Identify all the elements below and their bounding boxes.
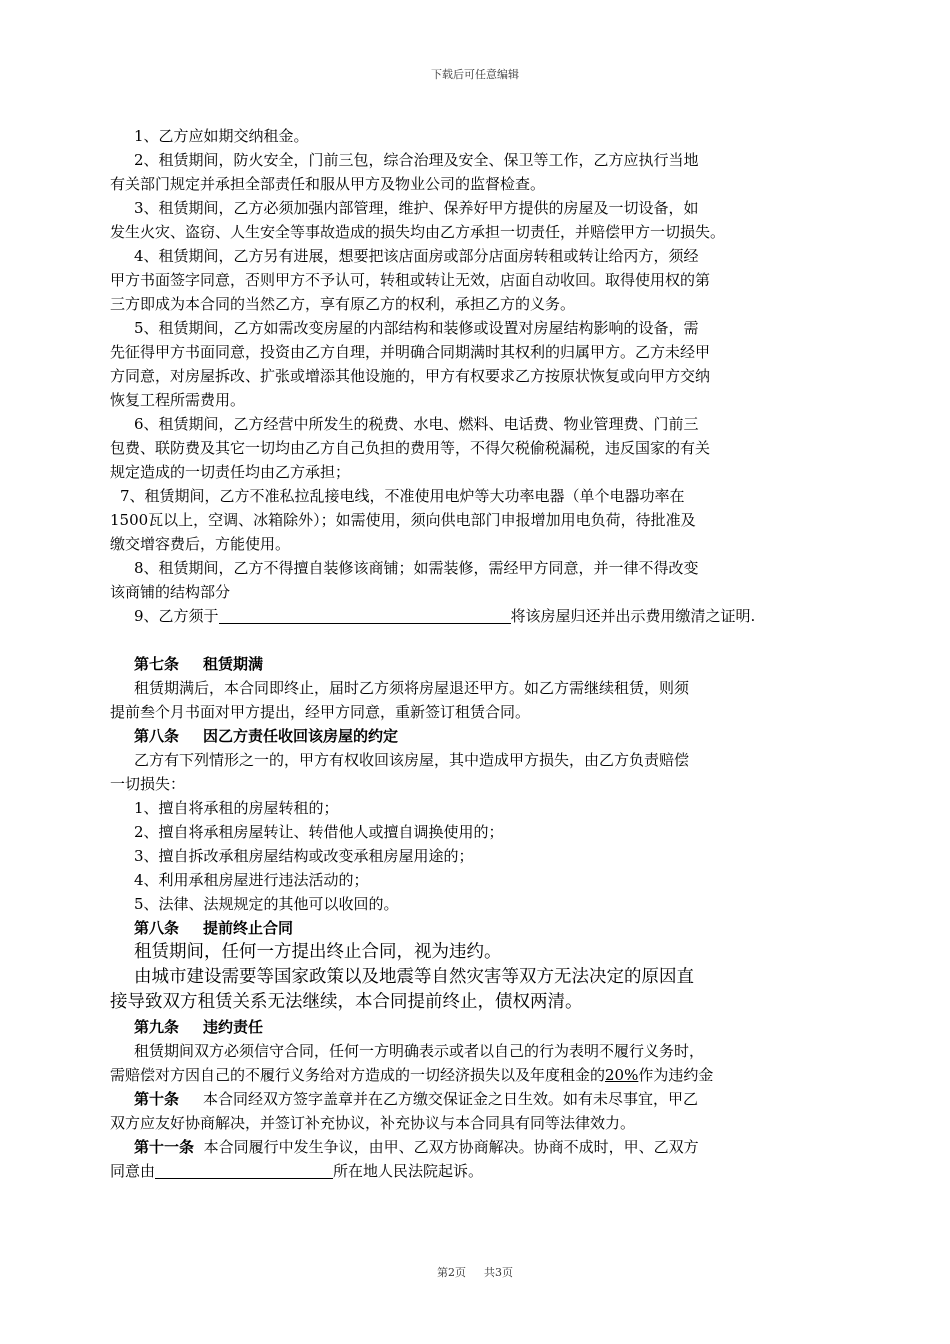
return-date-blank[interactable]	[219, 607, 511, 624]
clause-4-line: 4、租赁期间，乙方另有进展，想要把该店面房或部分店面房转租或转让给丙方，须经	[134, 247, 699, 265]
list-item: 5、法律、法规规定的其他可以收回的。	[134, 895, 399, 913]
page-total: 共3页	[484, 1266, 513, 1279]
clause-5-line: 方同意，对房屋拆改、扩张或增添其他设施的，甲方有权要求乙方按原状恢复或向甲方交纳	[110, 367, 711, 385]
article-9-text: 租赁期间双方必须信守合同，任何一方明确表示或者以自己的行为表明不履行义务时，	[134, 1042, 705, 1060]
article-9-text-part: 作为违约金	[638, 1066, 714, 1084]
spacer	[110, 628, 870, 652]
article-10-text: 本合同经双方签字盖章并在乙方缴交保证金之日生效。如有未尽事宜，甲乙	[203, 1090, 699, 1108]
clause-6-line: 规定造成的一切责任均由乙方承担；	[110, 463, 351, 481]
clause-2-line: 有关部门规定并承担全部责任和服从甲方及物业公司的监督检查。	[110, 175, 546, 193]
article-title: 租赁期满	[203, 655, 264, 673]
article-11-text-part: 所在地人民法院起诉。	[333, 1162, 484, 1180]
article-number: 第八条	[134, 727, 180, 745]
clause-4-line: 甲方书面签字同意，否则甲方不予认可，转租或转让无效，店面自动收回。取得使用权的第	[110, 271, 711, 289]
article-11-text	[110, 1159, 870, 1183]
clause-7-line: 1500瓦以上，空调、冰箱除外）；如需使用，须向供电部门申报增加用电负荷，待批准及	[110, 511, 696, 529]
page-number: 第2页	[437, 1266, 466, 1279]
clause-5-line: 恢复工程所需费用。	[110, 391, 246, 409]
clause-7-line: 7、租赁期间，乙方不准私拉乱接电线，不准使用电炉等大功率电器（单个电器功率在	[120, 487, 685, 505]
contract-body	[110, 124, 870, 1183]
clause-3-line: 发生火灾、盗窃、人生安全等事故造成的损失均由乙方承担一切责任，并赔偿甲方一切损失。	[110, 223, 726, 241]
article-10-text: 双方应友好协商解决，并签订补充协议，补充协议与本合同具有同等法律效力。	[110, 1114, 636, 1132]
article-8b-text: 接导致双方租赁关系无法继续，本合同提前终止，债权两清。	[110, 992, 583, 1012]
article-11-line	[110, 1135, 870, 1159]
list-item: 3、擅自拆改承租房屋结构或改变承租房屋用途的；	[134, 847, 474, 865]
clause-6-line: 包费、联防费及其它一切均由乙方自己负担的费用等，不得欠税偷税漏税，违反国家的有关	[110, 439, 711, 457]
article-9-text	[110, 1063, 870, 1087]
clause-5-line: 5、租赁期间，乙方如需改变房屋的内部结构和装修或设置对房屋结构影响的设备，需	[134, 319, 699, 337]
article-title: 违约责任	[203, 1018, 264, 1036]
page-footer	[0, 1264, 950, 1280]
article-8a-text: 一切损失：	[110, 775, 186, 793]
article-10-line	[110, 1087, 870, 1111]
article-11-text: 本合同履行中发生争议，由甲、乙双方协商解决。协商不成时，甲、乙双方	[203, 1138, 699, 1156]
article-8b-heading	[110, 916, 870, 940]
article-number: 第八条	[134, 919, 180, 937]
clause-2-line: 2、租赁期间，防火安全，门前三包，综合治理及安全、保卫等工作，乙方应执行当地	[134, 151, 699, 169]
article-8a-text: 乙方有下列情形之一的，甲方有权收回该房屋，其中造成甲方损失，由乙方负责赔偿	[134, 751, 690, 769]
article-title: 提前终止合同	[203, 919, 294, 937]
clause-8-line: 8、租赁期间，乙方不得擅自装修该商铺；如需装修，需经甲方同意，并一律不得改变	[134, 559, 699, 577]
clause-8-line: 该商铺的结构部分	[110, 583, 231, 601]
penalty-rate: 20%	[605, 1066, 639, 1084]
article-8a-heading	[110, 724, 870, 748]
article-number: 第十条	[134, 1090, 180, 1108]
clause-7-line: 缴交增容费后，方能使用。	[110, 535, 291, 553]
article-8b-text: 由城市建设需要等国家政策以及地震等自然灾害等双方无法决定的原因直	[134, 967, 694, 987]
list-item: 4、利用承租房屋进行违法活动的；	[134, 871, 369, 889]
article-7-heading	[110, 652, 870, 676]
article-7-text: 租赁期满后，本合同即终止，届时乙方须将房屋退还甲方。如乙方需继续租赁，则须	[134, 679, 690, 697]
clause-9-suffix: 将该房屋归还并出示费用缴清之证明.	[510, 607, 756, 625]
article-9-text-part: 需赔偿对方因自己的不履行义务给对方造成的一切经济损失以及年度租金的	[110, 1066, 606, 1084]
article-number: 第十一条	[134, 1138, 195, 1156]
clause-9-prefix: 9、乙方须于	[134, 607, 219, 625]
article-11-text-part: 同意由	[110, 1162, 156, 1180]
article-8b-text: 租赁期间，任何一方提出终止合同，视为违约。	[134, 942, 502, 962]
clause-4-line: 三方即成为本合同的当然乙方，享有原乙方的权利，承担乙方的义务。	[110, 295, 576, 313]
page-header: 下载后可任意编辑	[431, 68, 519, 81]
clause-5-line: 先征得甲方书面同意，投资由乙方自理，并明确合同期满时其权利的归属甲方。乙方未经甲	[110, 343, 711, 361]
article-number: 第七条	[134, 655, 180, 673]
article-9-heading	[110, 1015, 870, 1039]
clause-9	[110, 604, 870, 628]
court-location-blank[interactable]	[155, 1162, 333, 1179]
list-item: 1、擅自将承租的房屋转租的；	[134, 799, 339, 817]
article-7-text: 提前叁个月书面对甲方提出，经甲方同意，重新签订租赁合同。	[110, 703, 531, 721]
article-number: 第九条	[134, 1018, 180, 1036]
article-title: 因乙方责任收回该房屋的约定	[203, 727, 399, 745]
clause-6-line: 6、租赁期间，乙方经营中所发生的税费、水电、燃料、电话费、物业管理费、门前三	[134, 415, 699, 433]
clause-3-line: 3、租赁期间，乙方必须加强内部管理，维护、保养好甲方提供的房屋及一切设备，如	[134, 199, 699, 217]
list-item: 2、擅自将承租房屋转让、转借他人或擅自调换使用的；	[134, 823, 504, 841]
clause-1: 1、乙方应如期交纳租金。	[134, 127, 309, 145]
